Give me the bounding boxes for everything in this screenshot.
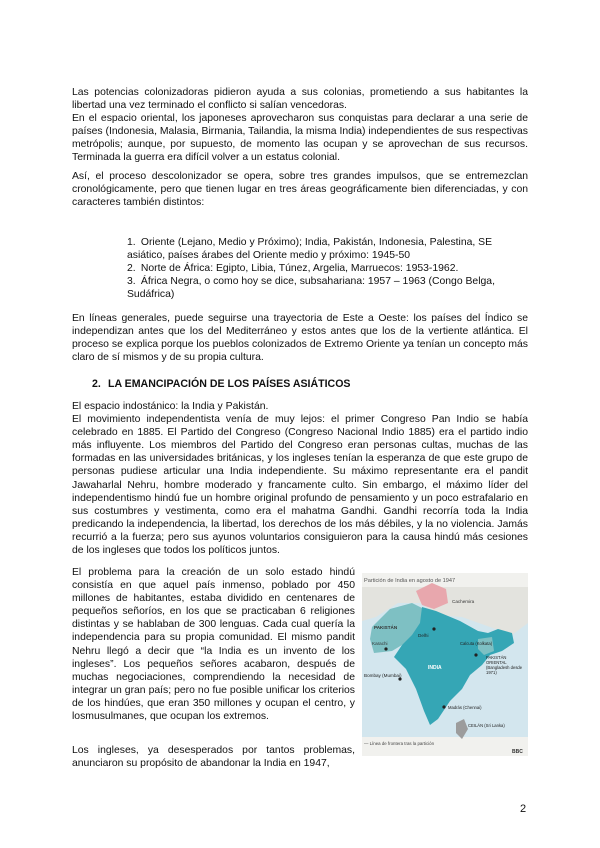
list-number: 2. bbox=[127, 263, 136, 275]
madras-dot bbox=[442, 705, 445, 708]
intro-text bbox=[72, 86, 528, 165]
paragraph-east-west: En líneas generales, puede seguirse una trayectoria de Este a Oeste: los países del Índico se independizan antes que los del Mediterráneo y estos antes que los de la vertiente atlántica. El proceso se explica porque los pueblos colonizados de Extremo Oriente ya tenían un concepto más claro de sí mismos y de su propia cultura. bbox=[72, 313, 528, 364]
paragraph-partition-problem: El problema para la creación de un solo estado hindú consistía en que aquel país inmenso, poblado por 450 millones de habitantes, estaba dividido en centenares de pequeños señoríos, en los que se practicaban 6 religiones distintas y se hablaban de 300 lenguas. Cada cual quería la independencia para su propia comunidad. El mismo pandit Nehru llegó a decir que “la India es un invento de los ingleses”. Los pequeños señores acabaron, después de muchas negociaciones, comprendiendo la necesidad de integrar un gran país; pero no fue posible unificar los criterios de los hindúes, que eran 350 millones y ocupan el centro, y losmusulmanes, que ocupan los extremos. bbox=[72, 567, 355, 723]
paragraph-three-impulses: Así, el proceso descolonizador se opera, sobre tres grandes impulsos, que se entremezclan cronológicamente, pero que tienen lugar en tres áreas geográficamente bien diferenciadas, y con caracteres también distintos: bbox=[72, 171, 528, 209]
label-pakistan-east-box bbox=[486, 655, 528, 685]
section-number: 2. bbox=[92, 378, 101, 390]
label-ceilan-box bbox=[468, 723, 508, 739]
label-calcuta: Calcuta (Kolkata) bbox=[460, 641, 493, 646]
paragraph-allied-help: Las potencias colonizadoras pidieron ayuda a sus colonias, prometiendo a sus habitantes la libertad una vez terminado el conflicto si salían vencedoras. bbox=[72, 87, 528, 112]
india-subtitle: El espacio indostánico: la India y Pakistán. bbox=[72, 401, 269, 412]
label-bombay: Bombay (Mumbai) bbox=[364, 673, 402, 678]
list-number: 3. bbox=[127, 276, 136, 288]
areas-list bbox=[127, 236, 527, 301]
list-text: África Negra, o como hoy se dice, subsahariana: 1957 – 1963 (Congo Belga, Sudáfrica) bbox=[127, 276, 495, 301]
label-pakistan-west: PAKISTÁN bbox=[374, 625, 398, 630]
paragraph-japan: En el espacio oriental, los japoneses aprovecharon sus conquistas para declarar a una serie de países (Indonesia, Malasia, Birmania, Tailandia, la misma India) independientes de sus respectivas metrópolis; aunque, por supuesto, de momento las ocupan y se aprovechan de sus recursos. Terminada la guerra era difícil volver a un estatus colonial. bbox=[72, 113, 528, 164]
label-delhi: Delhi bbox=[418, 633, 429, 638]
list-text: Oriente (Lejano, Medio y Próximo); India, Pakistán, Indonesia, Palestina, SE asiático, países árabes del Oriente medio y próximo: 1945-50 bbox=[127, 237, 493, 262]
india-text bbox=[72, 400, 528, 557]
map-footnote: — Línea de frontera tras la partición bbox=[364, 741, 435, 746]
list-item bbox=[127, 236, 527, 262]
karachi-dot bbox=[384, 647, 387, 650]
section-title: LA EMANCIPACIÓN DE LOS PAÍSES ASIÁTICOS bbox=[108, 378, 351, 390]
calcuta-dot bbox=[474, 653, 477, 656]
section-heading bbox=[92, 378, 351, 390]
list-number: 1. bbox=[127, 237, 136, 248]
list-item bbox=[127, 262, 527, 275]
delhi-dot bbox=[432, 627, 435, 630]
list-item bbox=[127, 275, 527, 301]
partition-map bbox=[362, 573, 528, 756]
page-number: 2 bbox=[520, 803, 527, 815]
bbc-logo: BBC bbox=[512, 749, 523, 755]
map-caption: Partición de India en agosto de 1947 bbox=[364, 578, 456, 584]
label-india: INDIA bbox=[428, 665, 442, 671]
map-graphic bbox=[362, 573, 528, 756]
label-pakistan-east: PAKISTÁN ORIENTAL (Bangladesh desde 1971) bbox=[486, 655, 523, 675]
list-text: Norte de África: Egipto, Libia, Túnez, Argelia, Marruecos: 1953-1962. bbox=[140, 263, 459, 275]
paragraph-british-withdrawal: Los ingleses, ya desesperados por tantos problemas, anunciaron su propósito de abandonar la India en 1947, bbox=[72, 745, 355, 770]
label-madras: Madrás (Chennai) bbox=[448, 705, 482, 710]
label-ceilan: CEILÁN (Sri Lanka) bbox=[468, 723, 505, 728]
label-karachi: Karachi bbox=[372, 641, 388, 646]
paragraph-independence-movement: El movimiento independentista venía de muy lejos: el primer Congreso Pan Indio se había celebrado en 1885. El Partido del Congreso (Congreso Nacional Indio 1885) era el partido indio más influyente. Los miembros del Partido del Congreso eran personas cultas, muchas de las formadas en las universidades británicas, y los ingleses tenían la esperanza de que este grupo de personas pudiese articular una India independiente. Su máximo representante era el pandit Jawaharlal Nehru, hombre moderado y francamente culto. Sin embargo, el máximo líder del independentismo hindú fue un hombre original profundo de pensamiento y un poco estrafalario en sus costumbres y vestimenta, como era el mahatma Gandhi. Gandhi recorría toda la India predicando la independencia, la libertad, los derechos de los más débiles, y la no violencia. Jamás recurrió a la fuerza; pero sus ayunos voluntarios consiguieron para la causa hindú más cesiones de los ingleses que todos los políticos juntos. bbox=[72, 414, 528, 557]
label-cachemira: Cachemira bbox=[452, 599, 475, 604]
